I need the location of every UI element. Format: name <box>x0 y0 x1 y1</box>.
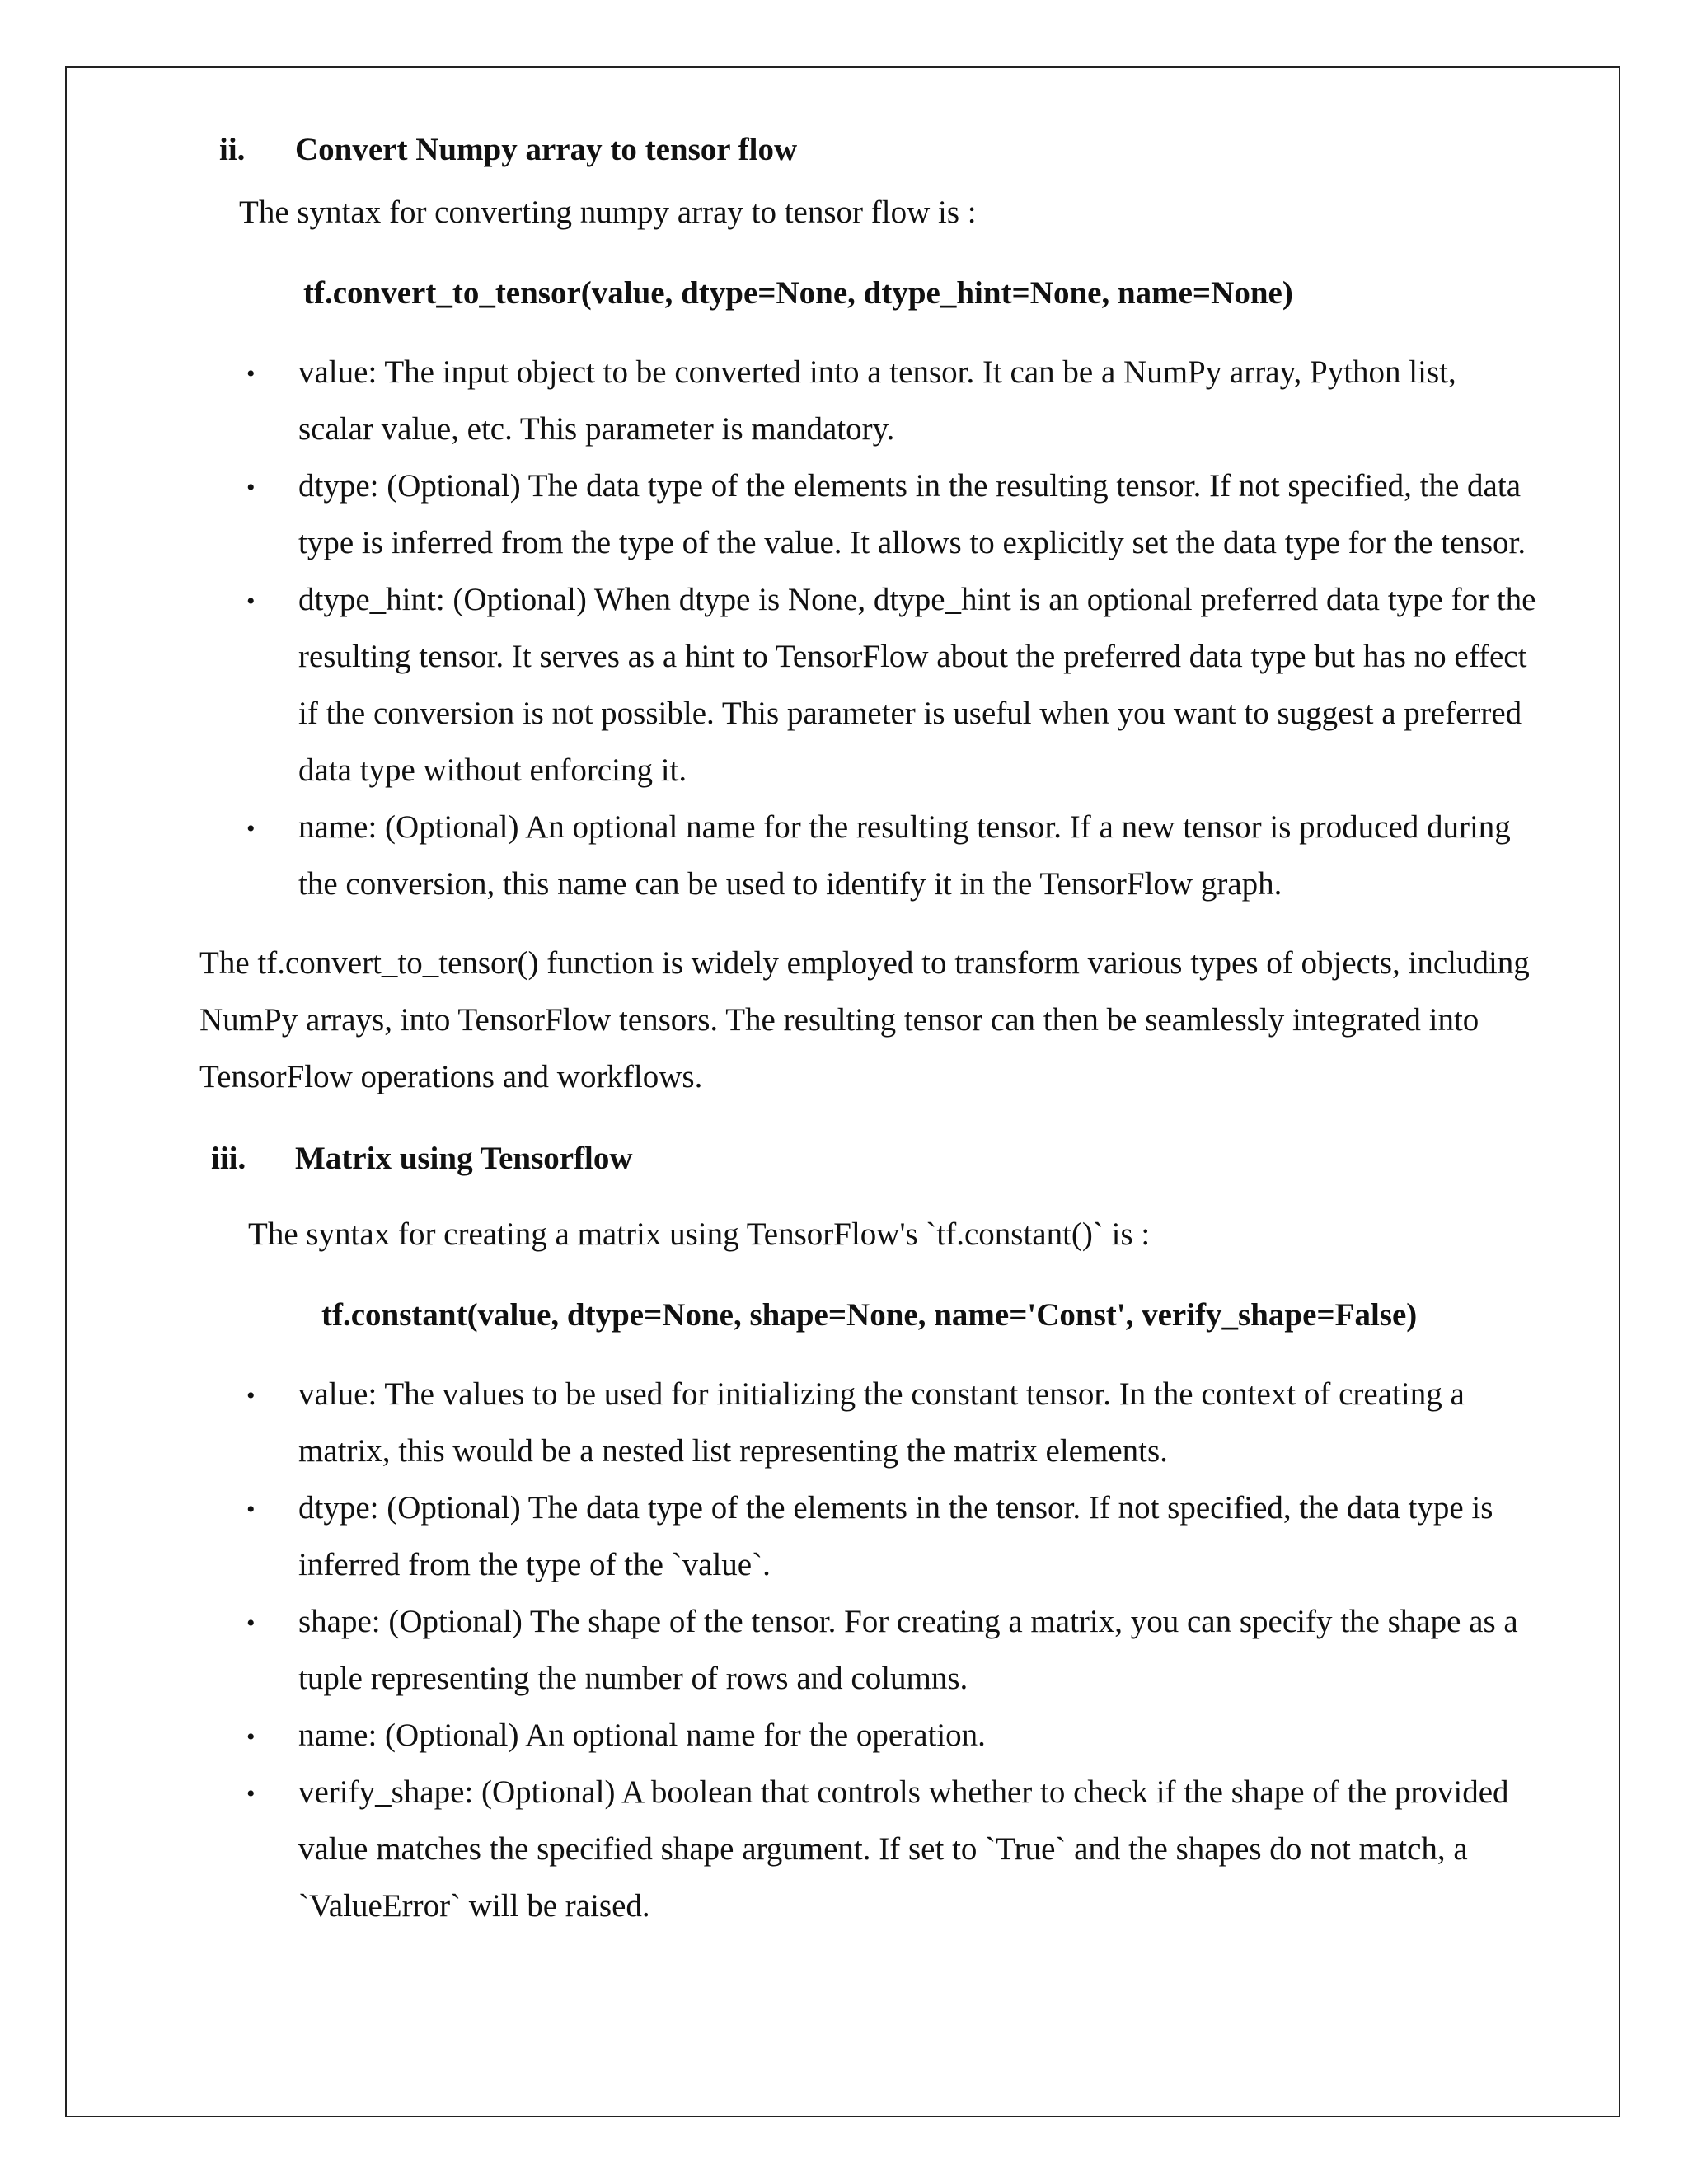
section-ii-number: ii. <box>219 132 246 167</box>
bullet-shape-line-2: tuple representing the number of rows and columns. <box>298 1661 968 1696</box>
bullet-marker: • <box>246 1780 256 1807</box>
bullet-marker: • <box>246 474 256 501</box>
bullet-marker: • <box>246 1610 256 1637</box>
bullet-verify-shape-line-2: value matches the specified shape argument. If set to `True` and the shapes do not match, a <box>298 1831 1468 1867</box>
section-iii-syntax: tf.constant(value, dtype=None, shape=None, name='Const', verify_shape=False) <box>321 1297 1418 1333</box>
paragraph-line-1: The tf.convert_to_tensor() function is widely employed to transform various types of objects, including <box>199 945 1530 981</box>
bullet-value-line-2: scalar value, etc. This parameter is mandatory. <box>298 411 895 447</box>
bullet-marker: • <box>246 1496 256 1523</box>
bullet-value-line-1: value: The input object to be converted into a tensor. It can be a NumPy array, Python list, <box>298 354 1456 390</box>
bullet-marker: • <box>246 588 256 615</box>
bullet-value-line-1: value: The values to be used for initializing the constant tensor. In the context of creating a <box>298 1376 1465 1412</box>
bullet-marker: • <box>246 1723 256 1750</box>
section-iii-intro: The syntax for creating a matrix using TensorFlow's `tf.constant()` is : <box>248 1216 1151 1252</box>
bullet-name-line-1: name: (Optional) An optional name for the resulting tensor. If a new tensor is produced during <box>298 809 1511 845</box>
bullet-dtype-line-2: type is inferred from the type of the value. It allows to explicitly set the data type for the tensor. <box>298 525 1526 560</box>
bullet-marker: • <box>246 360 256 387</box>
bullet-verify-shape-line-3: `ValueError` will be raised. <box>298 1888 650 1924</box>
section-iii-number: iii. <box>211 1141 246 1176</box>
bullet-dtype-hint-line-3: if the conversion is not possible. This parameter is useful when you want to suggest a preferred <box>298 696 1522 731</box>
section-ii-title: Convert Numpy array to tensor flow <box>295 132 798 167</box>
bullet-marker: • <box>246 1382 256 1409</box>
section-ii-syntax: tf.convert_to_tensor(value, dtype=None, dtype_hint=None, name=None) <box>303 275 1293 311</box>
bullet-dtype-hint-line-1: dtype_hint: (Optional) When dtype is None, dtype_hint is an optional preferred data type for the <box>298 582 1536 617</box>
bullet-shape-line-1: shape: (Optional) The shape of the tensor. For creating a matrix, you can specify the shape as a <box>298 1604 1518 1639</box>
bullet-dtype-hint-line-2: resulting tensor. It serves as a hint to TensorFlow about the preferred data type but has no effect <box>298 639 1527 674</box>
bullet-dtype-line-1: dtype: (Optional) The data type of the elements in the resulting tensor. If not specified, the data <box>298 468 1522 504</box>
bullet-name-line-2: the conversion, this name can be used to identify it in the TensorFlow graph. <box>298 866 1282 902</box>
bullet-value-line-2: matrix, this would be a nested list representing the matrix elements. <box>298 1433 1168 1469</box>
bullet-marker: • <box>246 815 256 842</box>
bullet-dtype-hint-line-4: data type without enforcing it. <box>298 752 687 788</box>
paragraph-line-3: TensorFlow operations and workflows. <box>199 1059 703 1094</box>
paragraph-line-2: NumPy arrays, into TensorFlow tensors. The resulting tensor can then be seamlessly integrated into <box>199 1002 1479 1038</box>
section-ii-intro: The syntax for converting numpy array to tensor flow is : <box>239 194 977 230</box>
bullet-dtype-line-2: inferred from the type of the `value`. <box>298 1547 771 1582</box>
bullet-name-line-1: name: (Optional) An optional name for the operation. <box>298 1718 986 1753</box>
section-iii-title: Matrix using Tensorflow <box>295 1141 633 1176</box>
bullet-dtype-line-1: dtype: (Optional) The data type of the elements in the tensor. If not specified, the data type is <box>298 1490 1493 1526</box>
bullet-verify-shape-line-1: verify_shape: (Optional) A boolean that controls whether to check if the shape of the provided <box>298 1774 1509 1810</box>
